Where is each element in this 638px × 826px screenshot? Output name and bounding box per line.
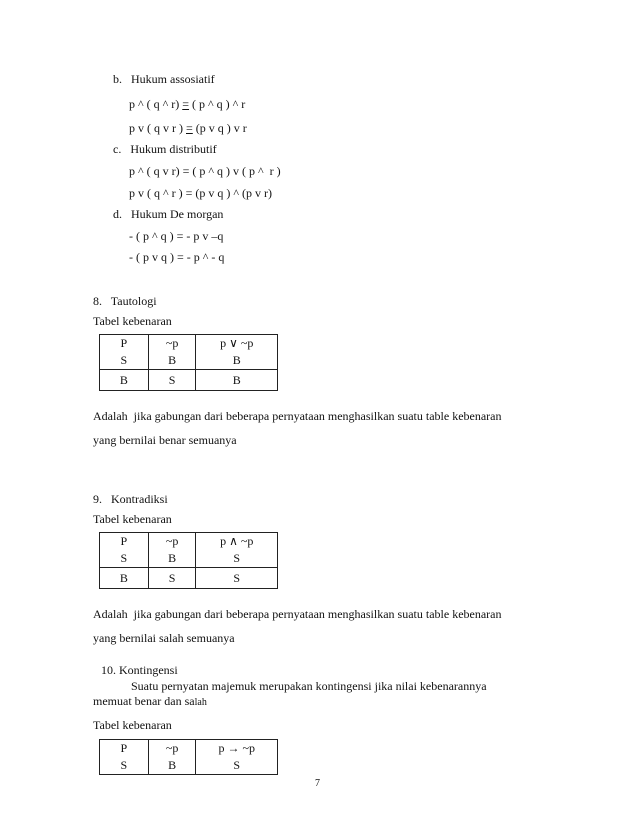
tautologi-table-label: Tabel kebenaran: [93, 314, 172, 328]
table-cell: B: [196, 370, 278, 391]
law-c-line-1: p ^ ( q v r) = ( p ^ q ) v ( p ^ r ): [129, 164, 281, 178]
kontingensi-heading: 10. Kontingensi: [101, 663, 178, 677]
table-header-cell: p ∨ ~p: [196, 335, 278, 353]
law-d-line-1: - ( p ^ q ) = - p v –q: [129, 229, 224, 243]
table-header-cell: p → ~p: [196, 740, 278, 758]
table-header-cell: P: [100, 533, 149, 551]
kontradiksi-description-line-2: yang bernilai salah semuanya: [93, 631, 235, 645]
kontradiksi-truth-table: [99, 532, 278, 589]
table-header-cell: P: [100, 740, 149, 758]
table-cell: B: [148, 757, 196, 775]
table-cell: S: [100, 352, 149, 370]
table-row: [100, 550, 278, 568]
table-row: [100, 370, 278, 391]
law-d-title: d. Hukum De morgan: [113, 207, 224, 221]
table-cell: S: [196, 568, 278, 589]
kontradiksi-heading: 9. Kontradiksi: [93, 492, 168, 506]
table-row: [100, 757, 278, 775]
tautologi-description-line-1: Adalah jika gabungan dari beberapa pernyataan menghasilkan suatu table kebenaran: [93, 409, 502, 423]
law-d-line-2: - ( p v q ) = - p ^ - q: [129, 250, 225, 264]
table-cell: B: [148, 550, 196, 568]
table-header-cell: ~p: [148, 335, 196, 353]
table-header-cell: ~p: [148, 740, 196, 758]
table-cell: S: [100, 757, 149, 775]
tautologi-description-line-2: yang bernilai benar semuanya: [93, 433, 237, 447]
table-cell: S: [148, 568, 196, 589]
table-cell: S: [100, 550, 149, 568]
law-b-title: b. Hukum assosiatif: [113, 72, 215, 86]
table-cell: B: [148, 352, 196, 370]
tautologi-heading: 8. Tautologi: [93, 294, 157, 308]
law-c-line-2: p v ( q ^ r ) = (p v q ) ^ (p v r): [129, 186, 272, 200]
table-header-cell: p ∧ ~p: [196, 533, 278, 551]
table-header-row: [100, 335, 278, 353]
law-c-title: c. Hukum distributif: [113, 142, 217, 156]
kontingensi-table-label: Tabel kebenaran: [93, 718, 172, 732]
law-b-line-2: p v ( q v r ) = (p v q ) v r: [129, 121, 247, 135]
table-cell: S: [196, 757, 278, 775]
kontradiksi-table-label: Tabel kebenaran: [93, 512, 172, 526]
kontingensi-description-line-1: Suatu pernyatan majemuk merupakan kontingensi jika nilai kebenarannya: [131, 679, 487, 693]
table-cell: B: [100, 568, 149, 589]
law-b-line-1: p ^ ( q ^ r) = ( p ^ q ) ^ r: [129, 97, 246, 111]
table-cell: S: [196, 550, 278, 568]
kontradiksi-description-line-1: Adalah jika gabungan dari beberapa pernyataan menghasilkan suatu table kebenaran: [93, 607, 502, 621]
tautologi-truth-table: [99, 334, 278, 391]
table-header-row: [100, 533, 278, 551]
table-row: [100, 352, 278, 370]
table-header-cell: P: [100, 335, 149, 353]
table-cell: S: [148, 370, 196, 391]
page-number: 7: [315, 778, 320, 789]
table-header-cell: ~p: [148, 533, 196, 551]
table-row: [100, 568, 278, 589]
kontingensi-description-line-2: memuat benar dan salah: [93, 694, 207, 708]
table-header-row: [100, 740, 278, 758]
kontingensi-truth-table: [99, 739, 278, 775]
table-cell: B: [100, 370, 149, 391]
table-cell: B: [196, 352, 278, 370]
